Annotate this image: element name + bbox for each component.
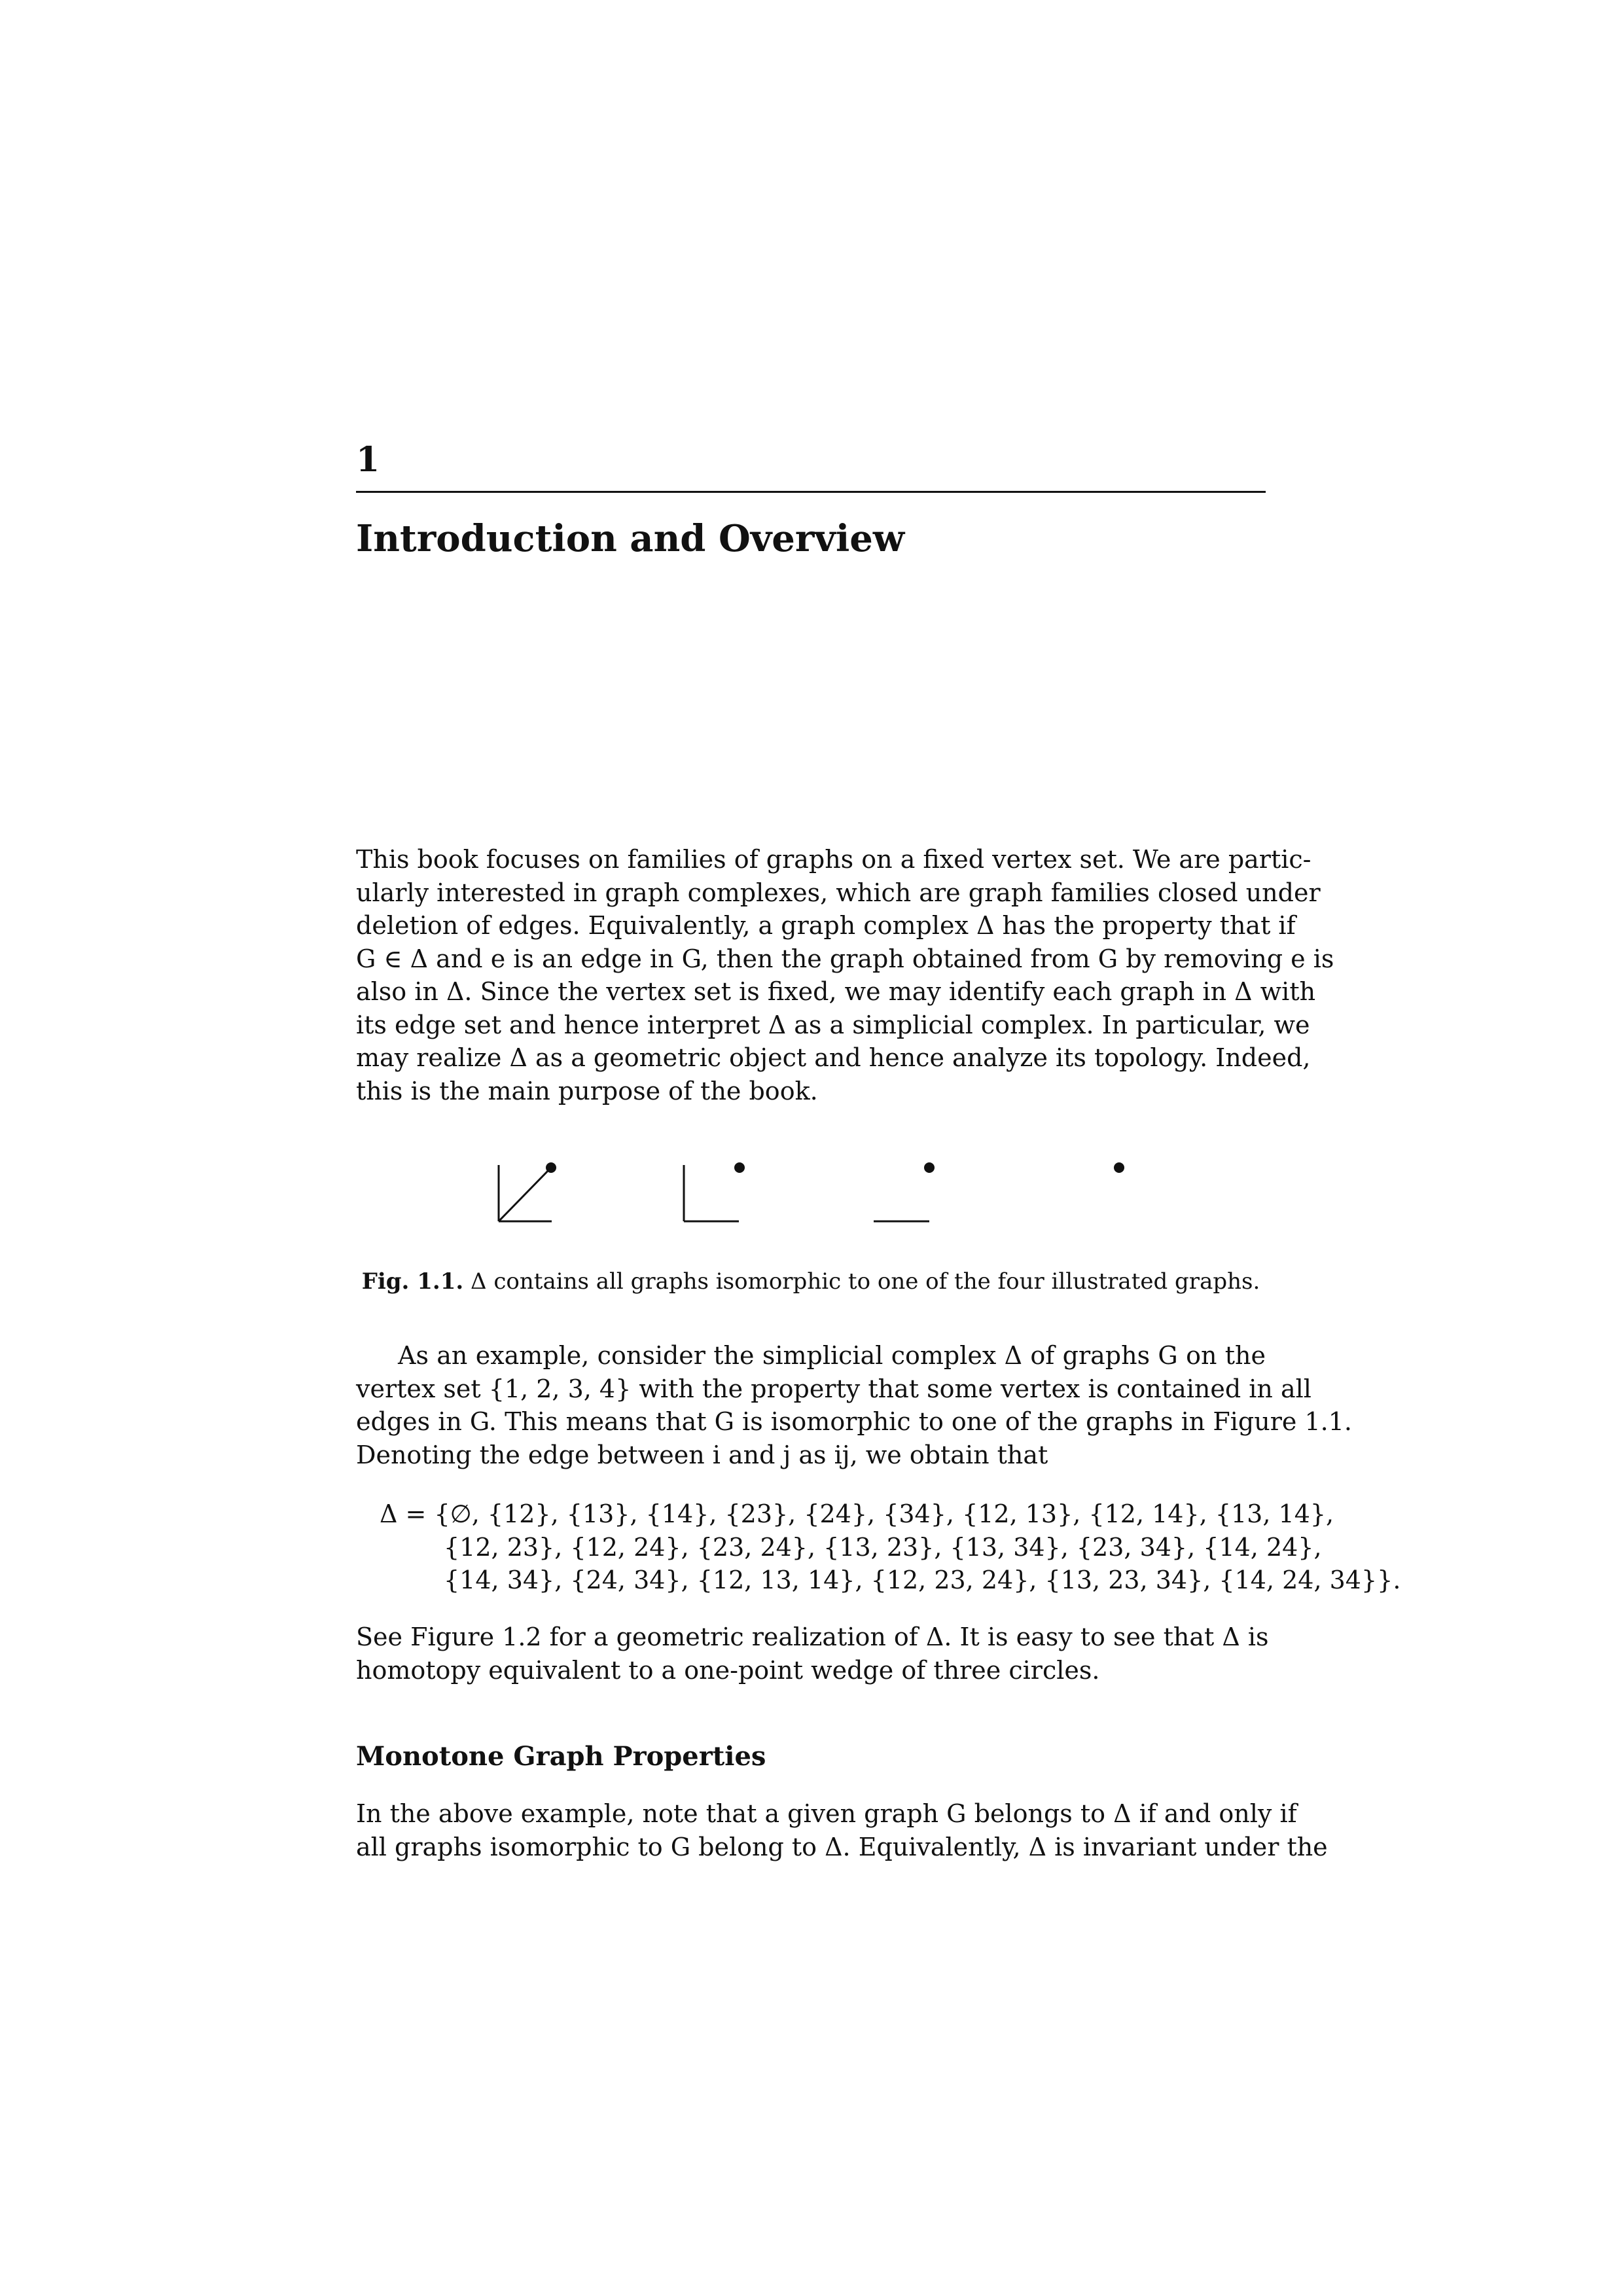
- graph-1-diagonal-edge: [499, 1169, 550, 1221]
- formula-line: {12, 23}, {12, 24}, {23, 24}, {13, 23}, {13, 34}, {23, 34}, {14, 24},: [444, 1532, 1322, 1562]
- figure-caption-text: Δ contains all graphs isomorphic to one of the four illustrated graphs.: [471, 1268, 1260, 1295]
- text-line: also in Δ. Since the vertex set is fixed, we may identify each graph in Δ with: [356, 977, 1316, 1006]
- graph-4: [1114, 1162, 1124, 1173]
- text-line: See Figure 1.2 for a geometric realization of Δ. It is easy to see that Δ is: [356, 1623, 1269, 1651]
- chapter-number: 1: [356, 440, 380, 480]
- text-line: edges in G. This means that G is isomorphic to one of the graphs in Figure 1.1.: [356, 1407, 1352, 1436]
- graph-3-vertex: [924, 1162, 935, 1173]
- text-line: vertex set {1, 2, 3, 4} with the property that some vertex is contained in all: [356, 1374, 1311, 1403]
- text-line: In the above example, note that a given graph G belongs to Δ if and only if: [356, 1799, 1297, 1828]
- graph-2: [684, 1162, 745, 1221]
- text-line: all graphs isomorphic to G belong to Δ. Equivalently, Δ is invariant under the: [356, 1832, 1328, 1861]
- realization-paragraph: [356, 1621, 1269, 1687]
- text-line: Denoting the edge between i and j as ij, we obtain that: [356, 1440, 1048, 1469]
- text-line: G ∈ Δ and e is an edge in G, then the graph obtained from G by removing e is: [356, 944, 1334, 973]
- chapter-rule: [356, 491, 1266, 493]
- chapter-title: Introduction and Overview: [356, 517, 905, 560]
- example-paragraph: [356, 1339, 1352, 1471]
- display-formula: [380, 1498, 1401, 1597]
- text-line: may realize Δ as a geometric object and hence analyze its topology. Indeed,: [356, 1043, 1311, 1072]
- graph-1: [499, 1162, 556, 1221]
- text-line: this is the main purpose of the book.: [356, 1076, 818, 1105]
- text-line: its edge set and hence interpret Δ as a simplicial complex. In particular, we: [356, 1010, 1310, 1039]
- section-heading: Monotone Graph Properties: [356, 1741, 766, 1772]
- graph-1-vertex: [546, 1162, 556, 1173]
- figure-caption: [356, 1268, 1266, 1295]
- figure-label: Fig. 1.1.: [361, 1268, 464, 1295]
- graph-3: [874, 1162, 935, 1221]
- text-line: This book focuses on families of graphs on a fixed vertex set. We are partic-: [356, 845, 1311, 874]
- graph-2-vertex: [734, 1162, 745, 1173]
- section-paragraph: [356, 1797, 1328, 1863]
- text-line: ularly interested in graph complexes, which are graph families closed under: [356, 878, 1321, 907]
- text-line: As an example, consider the simplicial complex Δ of graphs G on the: [398, 1341, 1266, 1370]
- text-line: homotopy equivalent to a one-point wedge of three circles.: [356, 1655, 1100, 1685]
- figure-graphs: [484, 1152, 1165, 1230]
- graph-4-vertex: [1114, 1162, 1124, 1173]
- formula-line: {14, 34}, {24, 34}, {12, 13, 14}, {12, 23, 24}, {13, 23, 34}, {14, 24, 34}}.: [444, 1566, 1401, 1594]
- text-line: deletion of edges. Equivalently, a graph complex Δ has the property that if: [356, 911, 1296, 940]
- formula-line: Δ = {∅, {12}, {13}, {14}, {23}, {24}, {34}, {12, 13}, {12, 14}, {13, 14},: [380, 1499, 1334, 1528]
- intro-paragraph: [356, 843, 1334, 1107]
- figure-1-1: [484, 1152, 1165, 1230]
